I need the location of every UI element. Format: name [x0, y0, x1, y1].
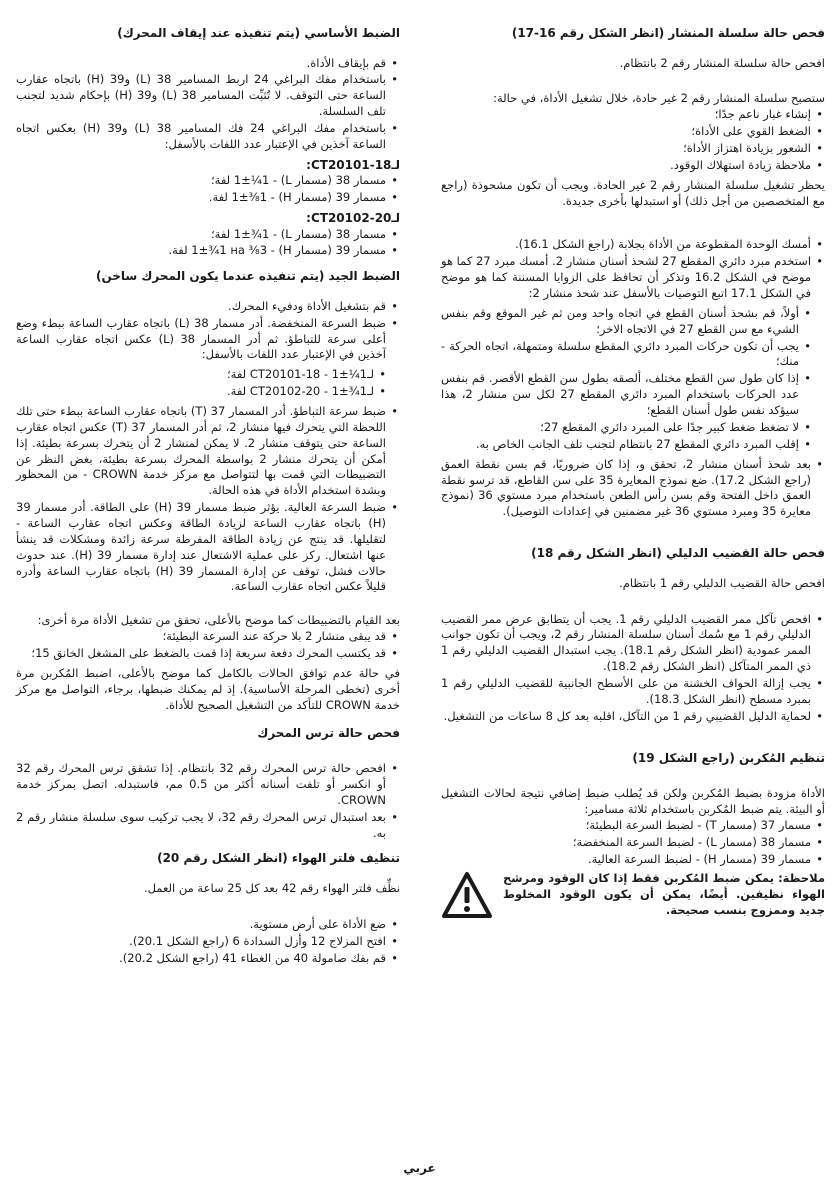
list-item: • مسمار 37 (مسمار T) - لضبط السرعة البطيئة؛ — [441, 818, 811, 834]
list-item: • افتح المزلاج 12 وأزل السدادة 6 (راجع الشكل 20.1). — [16, 934, 386, 950]
chain-check-intro: افحص حالة سلسلة المنشار رقم 2 بانتظام. — [619, 55, 825, 70]
recheck-intro: بعد القيام بالتضبيطات كما موضح بالأعلى، تحقق من تشغيل الأداة مرة أخرى: — [37, 613, 400, 628]
fine-adjust-title: الضبط الجيد (يتم تنفيذه عندما يكون المحرك ساخن) — [95, 269, 400, 284]
list-item: • افحص تآكل ممر القضيب الدليلي رقم 1. يجب أن يتطابق عرض ممر القضيب الدليلي رقم 1 مع سُمك أسنان سلسلة المنشار رقم 2، ويجب أن تكون جوانب الممر عمودية (انظر الشكل رقم 18.1). يجب استبدال القضيب الدليلي رقم 1 ذي الممر المتآكل (انظر الشكل رقم 18.2). — [441, 612, 811, 675]
recheck-note: في حالة عدم توافق الحالات بالكامل كما موضح بالأعلى، اضبط المُكربن مرة أخرى (تخطى المرحلة الأساسية). إذ لم يمكنك ضبطها، برجاء، التواصل مع مركز خدمة CROWN للتأكد من التشغيل الصحيح للأداة. — [16, 665, 400, 712]
guide-bar-list — [441, 612, 825, 725]
low-speed-turns — [16, 367, 400, 400]
guide-bar-title: فحص حالة القضيب الدليلي (انظر الشكل رقم 18) — [531, 546, 825, 561]
list-item: • مسمار 39 (مسمار H) - 1±¾1 на ⅜3 لفة. — [16, 243, 386, 259]
recheck-list — [16, 629, 400, 662]
carburetor-title: تنظيم المُكربن (راجع الشكل 19) — [632, 750, 825, 765]
list-item: • إذا كان طول سن القطع مختلف، ألصقه بطول سن القطع الأقصر. قم بنفس عدد الحركات باستخدام المبرد دائري المقطع 27 لكل سن منشار 2، هذا سيؤكد نفس طول أسنان القطع؛ — [441, 371, 799, 419]
list-item: • استخدم مبرد دائري المقطع 27 لشحذ أسنان منشار 2. أمسك مبرد 27 كما هو موضح في الشكل 16.2 وتذكر أن تحافظ على الزوايا المسننة كما هو موضح في الشكل 17.1 اتبع التوصيات بالأسفل عند شحذ منشار 2: — [441, 254, 811, 302]
model-label: لـCT20101-18: — [306, 157, 400, 172]
note-text: ملاحظة: يمكن ضبط المُكربن فقط إذا كان الوقود ومرشح الهواء نظيفين. أيضًا، يمكن أن يكون الوقود المخلوط جديد وممزوج بنسب صحيحة. — [503, 871, 825, 918]
warning-triangle-icon — [441, 871, 493, 919]
right-column — [441, 26, 825, 919]
list-item: • أمسك الوحدة المقطوعة من الأداة بجلابة (راجع الشكل 16.1). — [441, 237, 811, 253]
speed-adjust-list — [16, 404, 400, 595]
carburetor-screws — [441, 818, 825, 868]
list-item: • قم بإيقاف الأداة. — [16, 56, 386, 72]
model1-turns — [16, 173, 400, 206]
list-item: • لا تضغط ضغط كبير جدًا على المبرد دائري المقطع 27؛ — [441, 420, 799, 436]
list-item: • ضبط السرعة العالية. يؤثر ضبط مسمار 39 (H) على الطاقة. أدر مسمار 39 (H) باتجاه عقارب الساعة لزيادة الطاقة وعكس اتجاه عقارب الساعة - لتقليلها. قد ينتج عن زيادة الطاقة المفرطة سرعة زائدة ومشكلات قد ينشأ عنها اشتعال. ركز على عملية الاشتعال عند إدارة مسمار 39 (H). عند حدوث حالات فشل، توقف عن إدارة المسمار 39 (H) باتجاه عقارب الساعة وأدره قليلاً عكس اتجاه عقارب الساعة. — [16, 500, 386, 595]
guide-bar-intro: افحص حالة القضيب الدليلي رقم 1 بانتظام. — [619, 575, 825, 590]
left-column — [16, 26, 400, 970]
fine-adjust-list — [16, 299, 400, 363]
carburetor-intro: الأداة مزودة بضبط المُكربن ولكن قد يُطلب ضبط إضافي نتيجة لحالات التشغيل أو البيئة. يتم ضبط المُكربن باستخدام ثلاثة مسامير: — [441, 786, 825, 816]
note-box — [441, 871, 825, 919]
list-item: • قد يبقى منشار 2 بلا حركة عند السرعة البطيئة؛ — [16, 629, 386, 645]
list-item: • قد يكتسب المحرك دفعة سريعة إذا قمت بالضغط على المشغل الخانق 15؛ — [16, 646, 386, 662]
list-item: • لـCT20102-20 - 1±¾1 لفة. — [16, 384, 374, 400]
list-item: • قم بتشغيل الأداة ودفيء المحرك. — [16, 299, 386, 315]
list-item: • مسمار 39 (مسمار H) - 1±⅜1 لفة. — [16, 190, 386, 206]
list-item: • يجب أن تكون حركات المبرد دائري المقطع سلسلة ومتمهلة، اتجاه الحركة - منك؛ — [441, 339, 799, 371]
sprocket-list — [16, 761, 400, 841]
basic-adjust-title: الضبط الأساسي (يتم تنفيذه عند إيقاف المحرك) — [117, 26, 400, 40]
list-item: • يجب إزالة الحواف الخشنة من على الأسطح الجانبية للقضيب الدليلي رقم 1 بمبرد مسطح (انظر الشكل 18.3). — [441, 676, 811, 708]
list-item: • ضبط سرعة التباطؤ. أدر المسمار 37 (T) باتجاه عقارب الساعة ببطء حتى تلك اللحظة التي يتحرك فيها منشار 2، ثم أدر المسمار 37 (T) عكس اتجاه عقارب الساعة حتى يتوقف منشار 2. لا يمكن لمنشار 2 أن يتحرك بسرعة بطيئة. إذا أمكن أن يتحرك منشار 2 بواسطة المحرك بسرعة بطيئة، بغض النظر عن التضبيطات التي قمت بها لتتواصل مع مركز خدمة CROWN - من المحظور وبشدة استخدام الأداة في هذه الحالة. — [16, 404, 386, 499]
list-item: • باستخدام مفك البراغي 24 اربط المسامير 38 (L) و39 (H) باتجاه عقارب الساعة حتى التوقف. لا تُثبِّت المسامير 38 (L) و39 (H) بإحكام شديد لتجنب تلف السلسلة. — [16, 72, 386, 120]
list-item: • ضع الأداة على أرض مستوية. — [16, 917, 386, 933]
list-item: • ملاحظة زيادة استهلاك الوقود. — [441, 158, 811, 174]
basic-adjust-list — [16, 56, 400, 153]
sharpening-steps — [441, 237, 825, 301]
list-item: • بعد شحذ أسنان منشار 2، تحقق و، إذا كان ضروريًا، قم بسن نقطة العمق (راجع الشكل 17.2). ضع نموذج المعايرة 35 على سن القاطع، قد ترسو نقطة العمق داخل الفتحة وقم بسن رأس الطعن باستخدام مبرد مستوي 36 (نموذج معايرة 35 ومبرد مستوي 36 غير مضمنين في إعدادات التوصيل). — [441, 457, 811, 520]
list-item: • افحص حالة ترس المحرك رقم 32 بانتظام. إذا تشقق ترس المحرك رقم 32 أو انكسر أو تلفت أسنانه أكثر من 0.5 مم، فاستبدله. اتصل بمركز خدمة CROWN. — [16, 761, 386, 809]
page-footer-language: عربي — [403, 1161, 436, 1176]
air-filter-intro: نظِّف فلتر الهواء رقم 42 بعد كل 25 ساعة من العمل. — [143, 880, 400, 895]
chain-dull-warning: يحظر تشغيل سلسلة المنشار رقم 2 غير الحادة. ويجب أن تكون مشحوذة (راجع مع المتخصصين من أجل ذلك) أو استبدلها بأخرى جديدة. — [441, 177, 825, 208]
list-item: • بعد استبدال ترس المحرك رقم 32، لا يجب تركيب سوى سلسلة منشار رقم 2 به. — [16, 810, 386, 842]
sprocket-title: فحص حالة ترس المحرك — [257, 725, 400, 740]
sharpening-tips — [441, 306, 825, 453]
list-item: • لحماية الدليل القضيبي رقم 1 من التآكل، اقلبه بعد كل 8 ساعات من التشغيل. — [441, 709, 811, 725]
chain-dull-intro: ستصبح سلسلة المنشار رقم 2 غير حادة، خلال تشغيل الأداة، في حالة: — [493, 91, 825, 106]
chain-check-title: فحص حالة سلسلة المنشار (انظر الشكل رقم 16-17) — [511, 26, 825, 40]
list-item: • ضبط السرعة المنخفضة. أدر مسمار 38 (L) باتجاه عقارب الساعة ببطء وضع أعلى سرعة للتباطؤ. ثم أدر المسمار 38 (L) عكس اتجاه عقارب الساعة آخذين في الإعتبار عدد اللفات بالأسفل: — [16, 316, 386, 364]
list-item: • باستخدام مفك البراغي 24 فك المسامير 38 (L) و39 (H) بعكس اتجاه الساعة آخذين في الإعتبار عدد اللفات بالأسفل: — [16, 121, 386, 153]
list-item: • الشعور بزيادة اهتزاز الأداة؛ — [441, 141, 811, 157]
model2-turns — [16, 227, 400, 260]
list-item: • مسمار 38 (مسمار L) - 1±¼1 لفة؛ — [16, 173, 386, 189]
list-item: • إقلب المبرد دائري المقطع 27 بانتظام لتجنب تلف الجانب الخاص به. — [441, 437, 799, 453]
list-item: • أولاً، قم بشحذ أسنان القطع في اتجاه واحد ومن ثم غير الموقع وقم بنفس الشيء مع سن القطع 27 في الاتجاه الاخر؛ — [441, 306, 799, 338]
model-label: لـCT20102-20: — [306, 211, 400, 226]
list-item: • مسمار 39 (مسمار H) - لضبط السرعة العالية. — [441, 852, 811, 868]
chain-dull-list — [441, 107, 825, 173]
depth-gauge-step — [441, 457, 825, 520]
list-item: • مسمار 38 (مسمار L) - لضبط السرعة المنخفضة؛ — [441, 835, 811, 851]
list-item: • مسمار 38 (مسمار L) - 1±¾1 لفة؛ — [16, 227, 386, 243]
air-filter-title: تنظيف فلتر الهواء (انظر الشكل رقم 20) — [157, 851, 400, 866]
list-item: • لـCT20101-18 - 1±¼1 لفة؛ — [16, 367, 374, 383]
air-filter-list — [16, 917, 400, 967]
list-item: • قم بفك صامولة 40 من الغطاء 41 (راجع الشكل 20.2). — [16, 951, 386, 967]
list-item: • إنشاء غبار ناعم جدًا؛ — [441, 107, 811, 123]
list-item: • الضغط القوي على الأداة؛ — [441, 124, 811, 140]
